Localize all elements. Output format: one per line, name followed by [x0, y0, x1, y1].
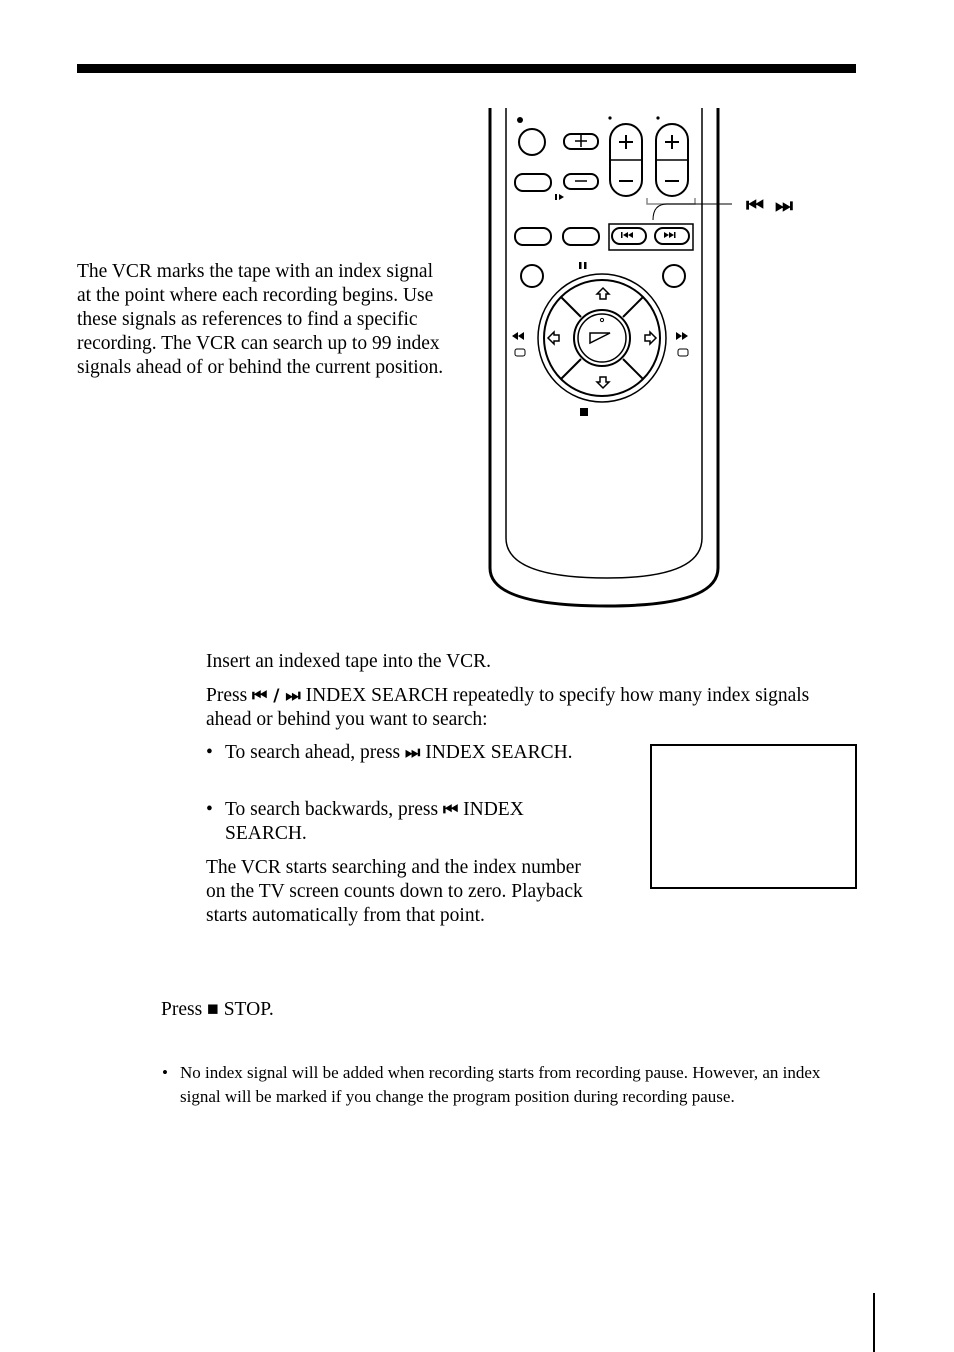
side-rule [873, 1293, 875, 1352]
bullet-2-text-a: To search backwards, press [225, 799, 439, 820]
skip-back-icon: ⏮ [442, 800, 459, 820]
note-bullet [162, 1061, 822, 1109]
bullet-1-text-b: INDEX SEARCH. [425, 742, 573, 763]
bullet-dot-icon: • [162, 1063, 168, 1082]
top-rule [77, 64, 856, 73]
step-2-rest: INDEX SEARCH repeatedly to specify how many index signals ahead or behind you want to search: [206, 685, 810, 730]
bullet-dot-icon: • [206, 799, 213, 820]
bullet-1-text-a: To search ahead, press [225, 742, 401, 763]
remote-control-illustration [482, 108, 732, 614]
intro-paragraph: The VCR marks the tape with an index signal at the point where each recording begins. Use these signals as references to find a specific recording. The VCR can search up to 99 index signals ahead of or behind the current position. [77, 261, 444, 378]
index-search-icons: ⏮ / ⏭ [252, 686, 301, 706]
step-1-text: Insert an indexed tape into the VCR. [206, 651, 492, 672]
stop-instruction [161, 998, 274, 1022]
note-text: No index signal will be added when recording starts from recording pause. However, an index signal will be marked if you change the program position during recording pause. [180, 1063, 821, 1106]
index-search-buttons-label: ⏮ ⏭ [746, 193, 795, 217]
stop-icon: ■ [207, 999, 219, 1020]
skip-forward-icon: ⏭ [405, 743, 421, 763]
tv-screen-illustration [650, 744, 857, 889]
bullet-dot-icon: • [206, 742, 213, 763]
bullet-2-text-b: INDEX SEARCH. [225, 799, 524, 844]
bullet-search-backwards [206, 798, 606, 846]
search-result-paragraph: The VCR starts searching and the index number on the TV screen counts down to zero. Playback starts automatically from that point. [206, 857, 583, 926]
bullet-search-ahead [206, 741, 606, 765]
step-2-text [206, 684, 826, 732]
stop-label: STOP. [223, 999, 274, 1020]
step-2-press: Press [206, 685, 248, 706]
stop-press: Press [161, 999, 203, 1020]
